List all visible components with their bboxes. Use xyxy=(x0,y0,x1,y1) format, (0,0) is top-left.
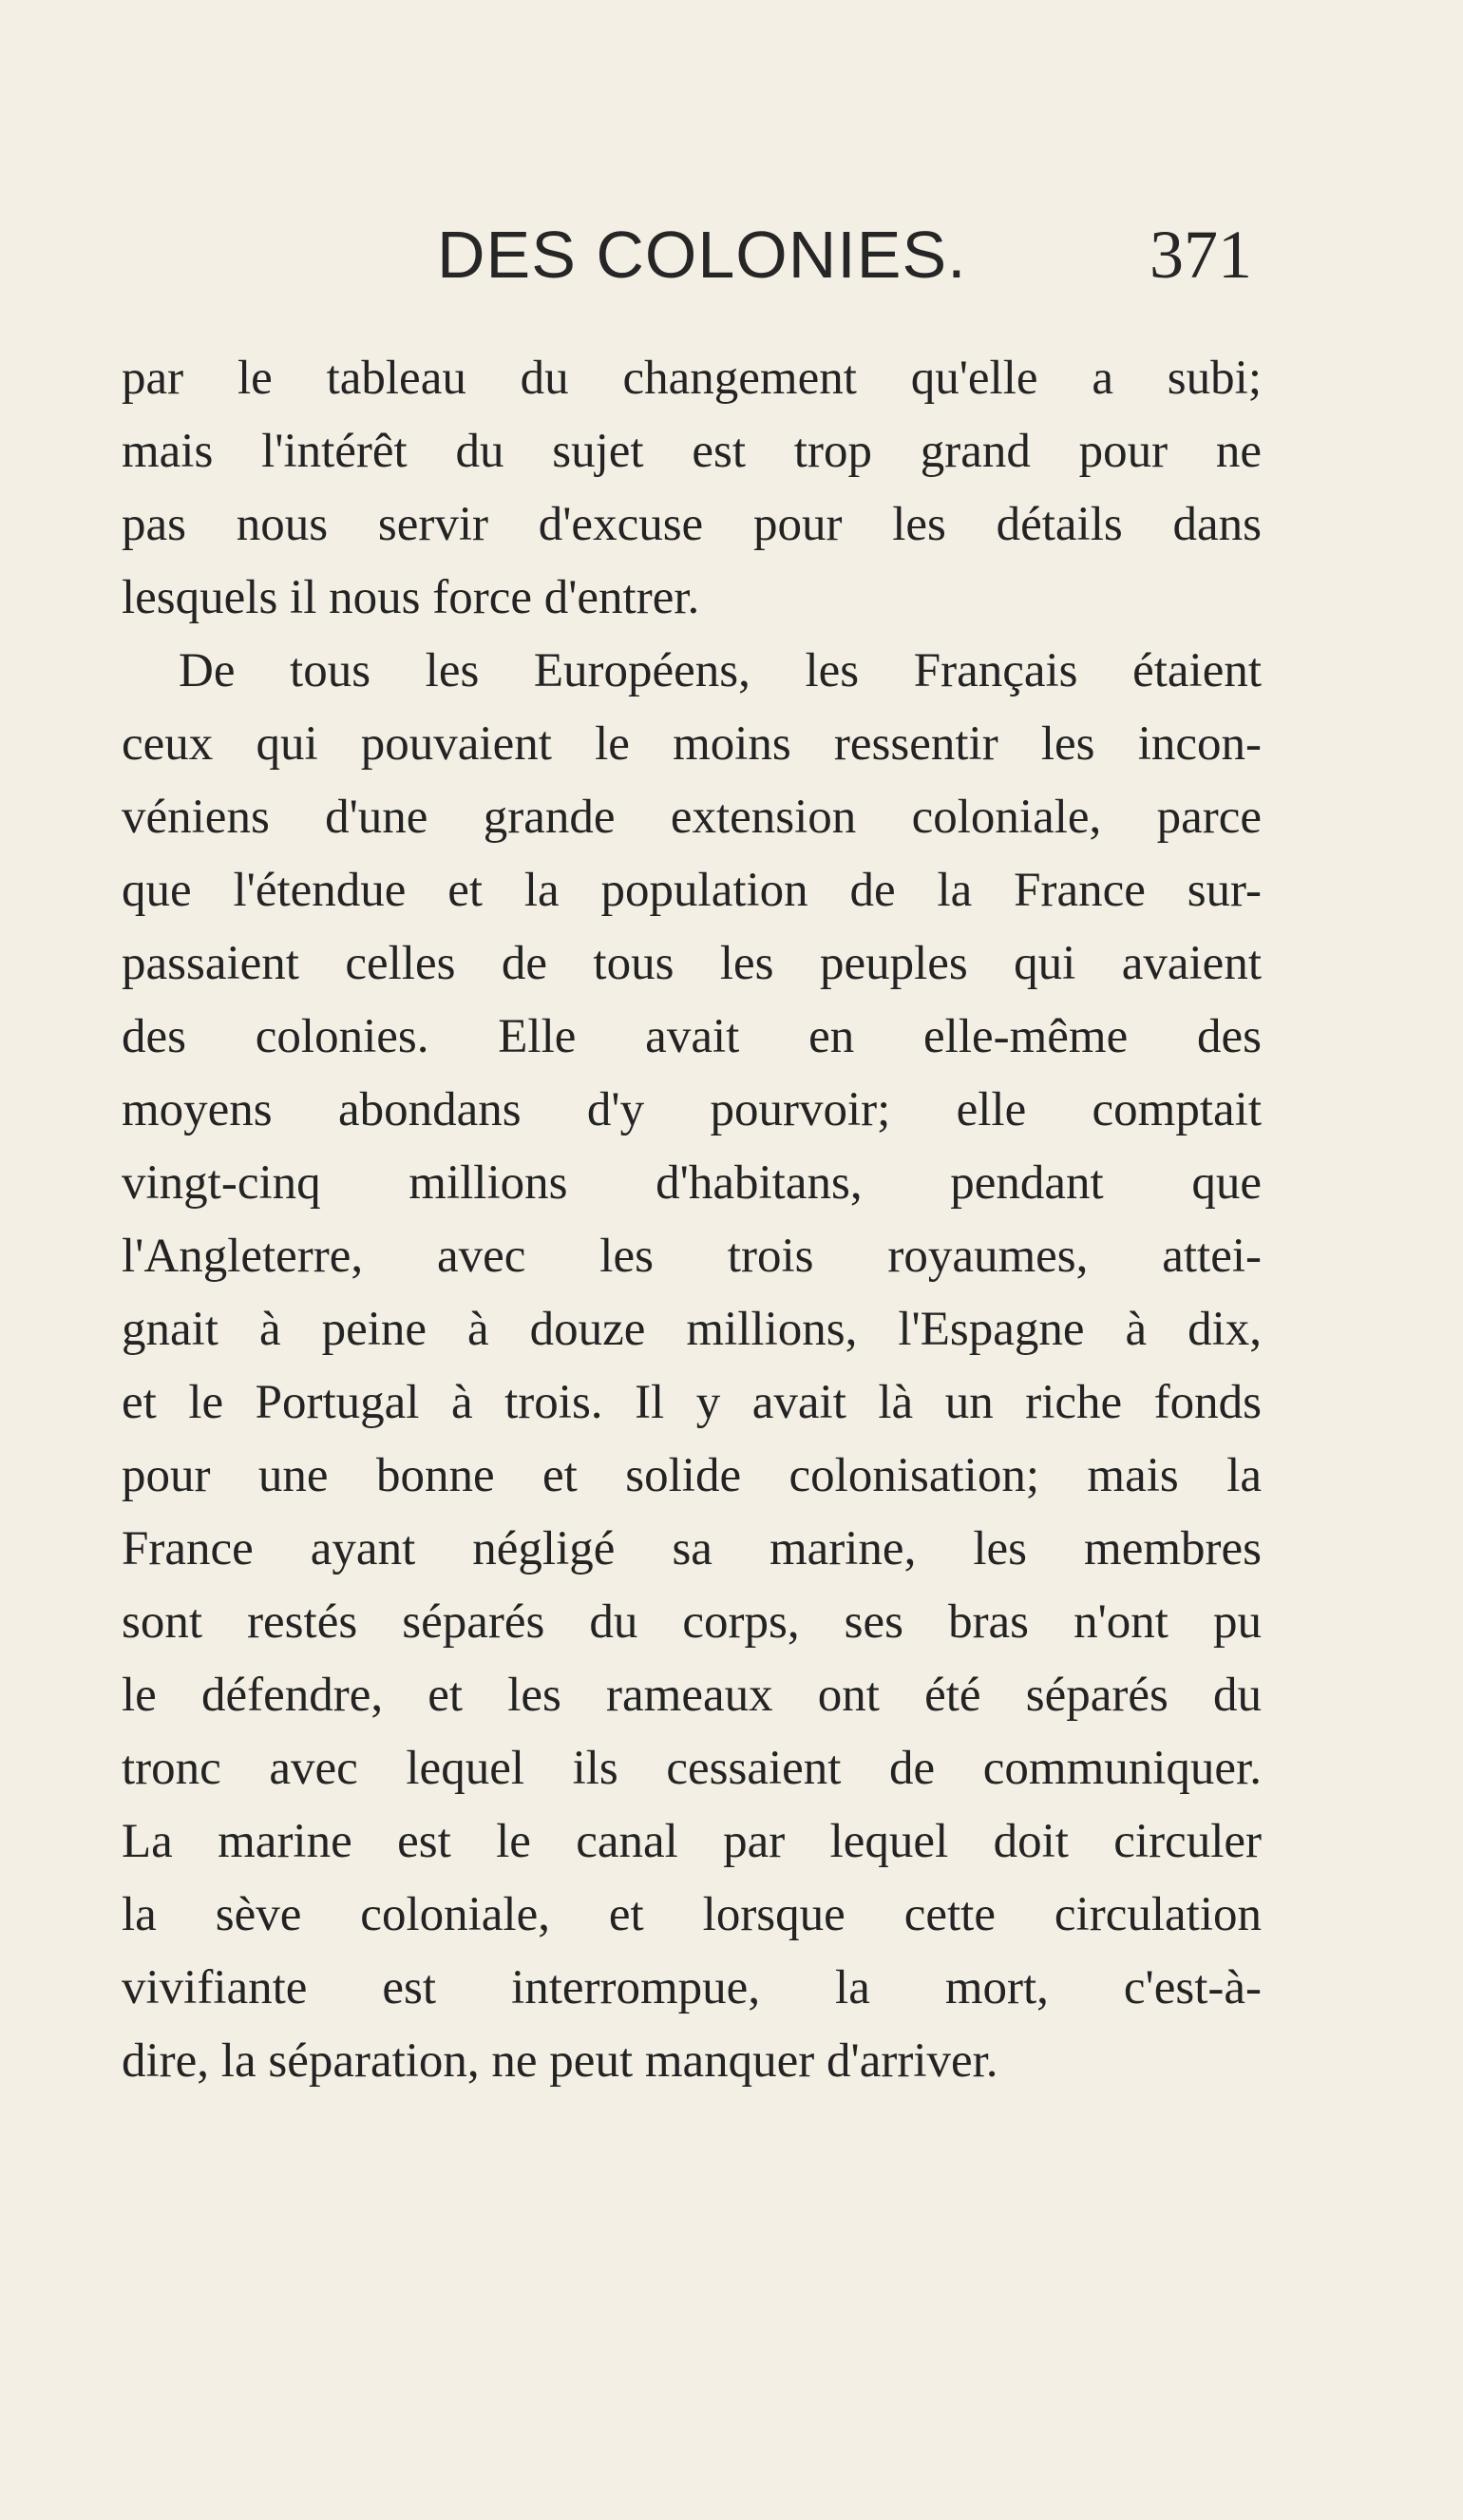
text-line: dire, la séparation, ne peut manquer d'arriver. xyxy=(122,2034,998,2088)
text-line: le défendre, et les rameaux ont été séparés du xyxy=(122,1669,1262,1722)
text-line: sont restés séparés du corps, ses bras n'ont pu xyxy=(122,1595,1262,1649)
text-line: lesquels il nous force d'entrer. xyxy=(122,571,700,624)
running-head xyxy=(0,207,1463,302)
text-line: que l'étendue et la population de la France sur- xyxy=(122,864,1262,917)
text-line: véniens d'une grande extension coloniale, parce xyxy=(122,791,1262,844)
text-line: des colonies. Elle avait en elle-même des xyxy=(122,1010,1262,1063)
page-title: DES COLONIES. xyxy=(437,218,967,292)
text-line: vingt-cinq millions d'habitans, pendant que xyxy=(122,1156,1262,1210)
text-line: et le Portugal à trois. Il y avait là un riche fonds xyxy=(122,1376,1262,1429)
text-line: ceux qui pouvaient le moins ressentir les incon- xyxy=(122,717,1262,771)
text-line: pour une bonne et solide colonisation; mais la xyxy=(122,1449,1262,1502)
text-line: France ayant négligé sa marine, les membres xyxy=(122,1522,1262,1575)
text-line: par le tableau du changement qu'elle a subi; xyxy=(122,352,1262,405)
paragraph-2 xyxy=(122,635,1262,2098)
page-number: 371 xyxy=(1150,217,1252,293)
text-line: moyens abondans d'y pourvoir; elle comptait xyxy=(122,1083,1262,1136)
text-line: vivifiante est interrompue, la mort, c'est-à- xyxy=(122,1961,1262,2014)
text-line: pas nous servir d'excuse pour les détails dans xyxy=(122,498,1262,551)
text-line: l'Angleterre, avec les trois royaumes, attei- xyxy=(122,1230,1262,1283)
body-text xyxy=(122,342,1262,2098)
text-line: tronc avec lequel ils cessaient de communiquer. xyxy=(122,1742,1262,1795)
text-line: passaient celles de tous les peuples qui avaient xyxy=(122,937,1262,990)
text-line: la sève coloniale, et lorsque cette circulation xyxy=(122,1888,1262,1941)
text-line: gnait à peine à douze millions, l'Espagne à dix, xyxy=(122,1303,1262,1356)
paragraph-1 xyxy=(122,342,1262,635)
text-line: mais l'intérêt du sujet est trop grand pour ne xyxy=(122,425,1262,478)
text-line: La marine est le canal par lequel doit circuler xyxy=(122,1815,1262,1868)
text-line: De tous les Européens, les Français étaient xyxy=(179,644,1262,697)
